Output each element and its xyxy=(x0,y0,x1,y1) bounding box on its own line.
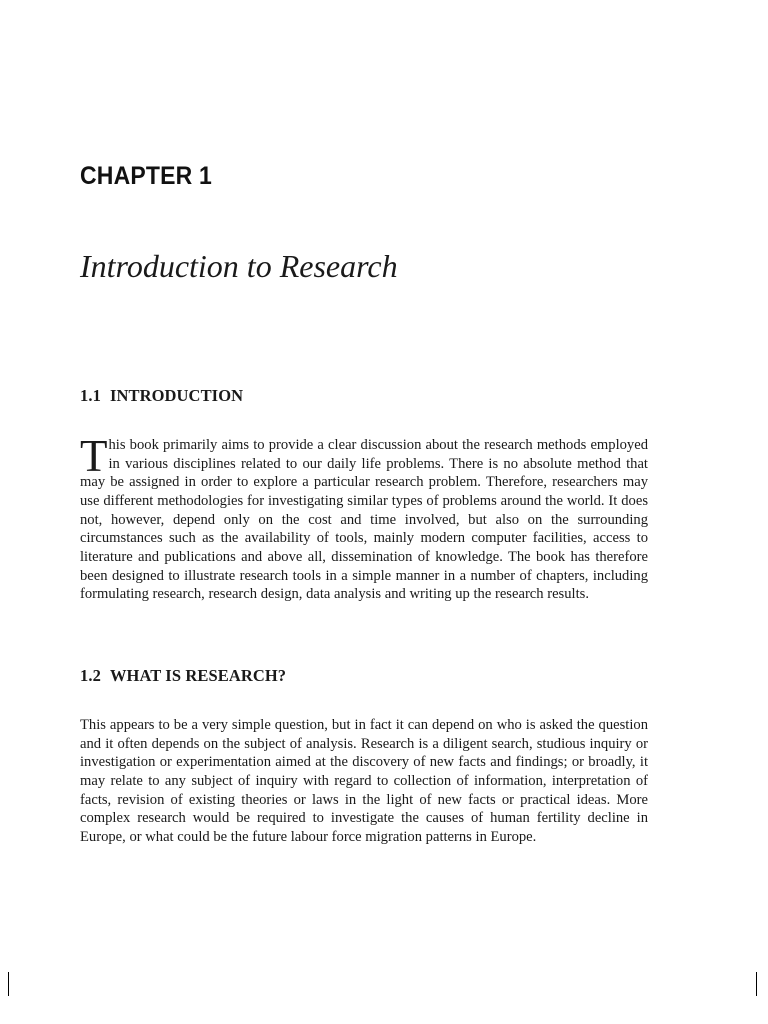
section-heading-what-is-research xyxy=(80,666,286,686)
what-is-research-paragraph: This appears to be a very simple question, but in fact it can depend on who is asked the question and it often depends on the subject of analysis. Research is a diligent search, studious inquiry or investigation or experimentation aimed at the discovery of new facts and findings; or broadly, it may relate to any subject of inquiry with regard to collection of information, interpretation of facts, revision of existing theories or laws in the light of new facts or practical ideas. More complex research would be required to investigate the causes of human fertility decline in Europe, or what could be the future labour force migration patterns in Europe. xyxy=(80,717,648,845)
crop-mark-right xyxy=(756,972,757,996)
section-number: 1.1 xyxy=(80,386,101,405)
section-title: INTRODUCTION xyxy=(109,386,244,405)
chapter-title: Introduction to Research xyxy=(80,248,398,284)
paragraph-text: his book primarily aims to provide a clear discussion about the research methods employed in various disciplines related to our daily life problems. There is no absolute method that may be assigned in order to explore a particular research problem. Therefore, researchers may use different methodologies for investigating similar types of problems around the world. It does not, however, depend only on the cost and time involved, but also on the surrounding circumstances such as the availability of tools, mainly modern computer facilities, access to literature and publications and above all, dissemination of knowledge. The book has therefore been designed to illustrate research tools in a simple manner in a number of chapters, including formulating research, research design, data analysis and writing up the research results. xyxy=(80,437,648,603)
section-title: WHAT IS RESEARCH? xyxy=(109,666,287,685)
drop-cap: T xyxy=(80,431,108,481)
crop-mark-left xyxy=(8,972,9,996)
section-number: 1.2 xyxy=(80,666,101,685)
section-heading-introduction xyxy=(80,386,243,406)
chapter-label: CHAPTER 1 xyxy=(80,162,213,190)
introduction-paragraph xyxy=(80,431,648,604)
